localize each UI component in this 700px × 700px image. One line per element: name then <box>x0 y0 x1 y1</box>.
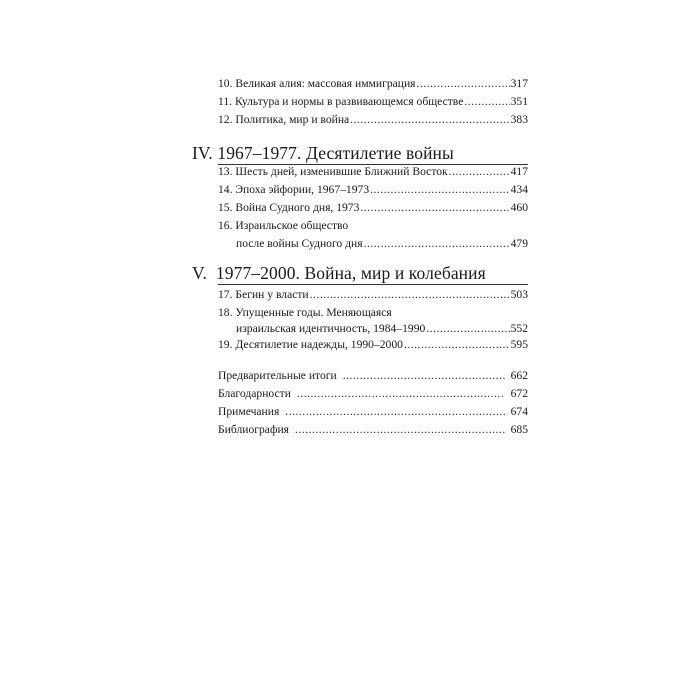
dot-leader <box>360 199 509 217</box>
toc-entry-16-line2[interactable] <box>236 235 528 253</box>
dot-leader <box>310 286 510 304</box>
entry-page: 434 <box>510 183 528 196</box>
entry-number: 19. <box>218 338 233 351</box>
entry-page: 685 <box>510 423 528 436</box>
toc-entry-12[interactable] <box>218 111 528 129</box>
entry-title: Эпоха эйфории, 1967–1973 <box>235 183 370 196</box>
entry-page: 503 <box>510 288 528 301</box>
toc-entry-16-line1[interactable] <box>218 217 348 235</box>
entry-number: 17. <box>218 288 233 301</box>
entry-page: 383 <box>510 113 528 126</box>
part-divider <box>218 284 528 285</box>
part-heading-iv: IV. 1967–1977. Десятилетие войны <box>192 143 454 163</box>
entry-page: 351 <box>510 95 528 108</box>
entry-title: Упущенные годы. Меняющаяся <box>235 306 392 319</box>
entry-title: Израильское общество <box>235 219 349 232</box>
dot-leader <box>297 385 505 403</box>
entry-page: 672 <box>510 387 528 400</box>
dot-leader <box>449 163 510 181</box>
toc-entry-11[interactable] <box>218 93 528 111</box>
entry-number: 18. <box>218 306 233 319</box>
entry-title: Культура и нормы в развивающемся обществе <box>234 95 464 108</box>
toc-entry-10[interactable] <box>218 75 528 93</box>
entry-number: 14. <box>218 183 233 196</box>
entry-number: 13. <box>218 165 233 178</box>
entry-title-continued: израильская идентичность, 1984–1990 <box>236 322 426 335</box>
dot-leader <box>285 403 504 421</box>
toc-entry-notes[interactable] <box>218 403 528 421</box>
toc-entry-acknowledgments[interactable] <box>218 385 528 403</box>
entry-title: Десятилетие надежды, 1990–2000 <box>235 338 403 351</box>
dot-leader <box>364 235 510 253</box>
toc-entry-15[interactable] <box>218 199 528 217</box>
part-heading-v: V. 1977–2000. Война, мир и колебания <box>192 263 486 283</box>
dot-leader <box>417 75 510 93</box>
entry-page: 595 <box>510 338 528 351</box>
toc-entry-summary[interactable] <box>218 367 528 385</box>
toc-entry-19[interactable] <box>218 336 528 354</box>
entry-title: Война Судного дня, 1973 <box>235 201 360 214</box>
dot-leader <box>295 421 505 439</box>
toc-entry-13[interactable] <box>218 163 528 181</box>
dot-leader <box>370 181 509 199</box>
entry-number: 12. <box>218 113 233 126</box>
entry-page: 417 <box>510 165 528 178</box>
dot-leader <box>464 93 509 111</box>
toc-entry-bibliography[interactable] <box>218 421 528 439</box>
entry-number: 10. <box>218 77 233 90</box>
entry-title: Примечания <box>218 405 280 418</box>
entry-title: Политика, мир и война <box>235 113 350 126</box>
entry-page: 317 <box>510 77 528 90</box>
entry-title: Шесть дней, изменившие Ближний Восток <box>235 165 448 178</box>
entry-title: Благодарности <box>218 387 291 400</box>
entry-page: 662 <box>510 369 528 382</box>
dot-leader <box>350 111 509 129</box>
entry-title: Бегин у власти <box>235 288 309 301</box>
entry-title: Великая алия: массовая иммиграция <box>235 77 416 90</box>
dot-leader <box>343 367 505 385</box>
entry-title: Библиография <box>218 423 290 436</box>
entry-title: Предварительные итоги <box>218 369 337 382</box>
entry-number: 11. <box>218 95 233 108</box>
toc-entry-14[interactable] <box>218 181 528 199</box>
entry-number: 16. <box>218 219 233 232</box>
toc-entry-17[interactable] <box>218 286 528 304</box>
entry-page: 479 <box>510 237 528 250</box>
entry-page: 674 <box>510 405 528 418</box>
entry-page: 552 <box>510 322 528 335</box>
entry-number: 15. <box>218 201 233 214</box>
dot-leader <box>404 336 510 354</box>
entry-title-continued: после войны Судного дня <box>236 237 363 250</box>
entry-page: 460 <box>510 201 528 214</box>
